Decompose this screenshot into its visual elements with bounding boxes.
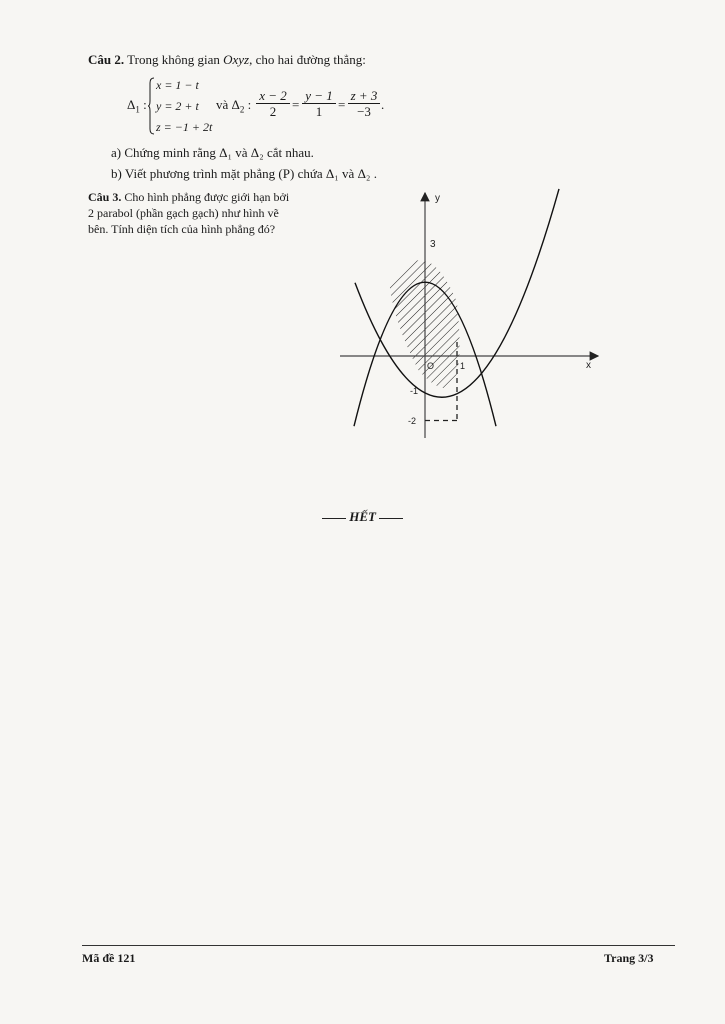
- footer-divider: [82, 945, 675, 946]
- cau2-heading: Câu 2.: [88, 52, 125, 67]
- delta1-sub: 1: [135, 104, 140, 115]
- eq-sign-1: =: [292, 97, 300, 112]
- and-word: và: [216, 97, 229, 112]
- eq-z: z = −1 + 2t: [156, 120, 213, 134]
- footer-code: Mã đề 121: [82, 951, 136, 965]
- x-axis-label: x: [586, 360, 591, 371]
- fraction-x-num: x − 2: [256, 88, 290, 104]
- end-dash-left: [322, 518, 346, 519]
- footer-page: Trang 3/3: [604, 951, 654, 965]
- delta2-label: [216, 97, 251, 118]
- part-a: a) Chứng minh rằng Δ₁ và Δ₂ cắt nhau.: [111, 145, 314, 160]
- delta1-colon: :: [143, 97, 147, 112]
- cau3-line1-text: Cho hình phẳng được giới hạn bởi: [124, 190, 290, 204]
- delta1-symbol: Δ: [127, 97, 136, 112]
- fraction-z: [348, 88, 380, 119]
- tick-label-1: 1: [460, 361, 466, 371]
- origin-label: O: [427, 361, 435, 371]
- cau3-line3: bên. Tính diện tích của hình phẳng đó?: [88, 222, 276, 236]
- cau3-heading: Câu 3.: [88, 190, 122, 204]
- fraction-y-den: 1: [315, 104, 323, 119]
- end-marker: [322, 509, 403, 525]
- period: .: [381, 97, 385, 112]
- system-brace: [148, 77, 155, 135]
- delta2-sub: 2: [239, 104, 245, 115]
- delta2-symbol: Δ: [231, 97, 240, 112]
- cau3-line2: 2 parabol (phần gạch gạch) như hình vẽ: [88, 206, 279, 220]
- cau2-space: Oxyz: [223, 52, 250, 67]
- tick-label-3: 3: [430, 239, 436, 250]
- delta2-colon: :: [247, 97, 252, 112]
- y-axis-label: y: [435, 193, 440, 204]
- fraction-x: [256, 88, 290, 119]
- fraction-y-num: y − 1: [302, 88, 336, 104]
- part-b: b) Viết phương trình mặt phẳng (P) chứa Δ₁ và Δ₂ .: [111, 166, 377, 181]
- eq-x: x = 1 − t: [156, 78, 199, 92]
- cau2-intro-text: Trong không gian: [127, 52, 220, 67]
- fraction-z-num: z + 3: [348, 88, 380, 104]
- cau2-intro: [88, 52, 418, 68]
- end-dash-right: [379, 518, 403, 519]
- cau2-intro-end: , cho hai đường thẳng:: [249, 52, 366, 67]
- tick-label-minus-2: -2: [408, 416, 417, 426]
- parabola-graph: [340, 185, 610, 440]
- cau3-text: [88, 189, 348, 237]
- fraction-y: [302, 88, 336, 119]
- fraction-x-den: 2: [269, 104, 277, 119]
- end-text: HẾT: [349, 509, 376, 524]
- eq-sign-2: =: [338, 97, 346, 112]
- fraction-z-den: −3: [357, 104, 371, 119]
- eq-y: y = 2 + t: [156, 99, 199, 113]
- tick-label-minus-1: -1: [410, 386, 419, 396]
- delta1-label: [127, 97, 147, 118]
- cau3-line1: [88, 189, 348, 205]
